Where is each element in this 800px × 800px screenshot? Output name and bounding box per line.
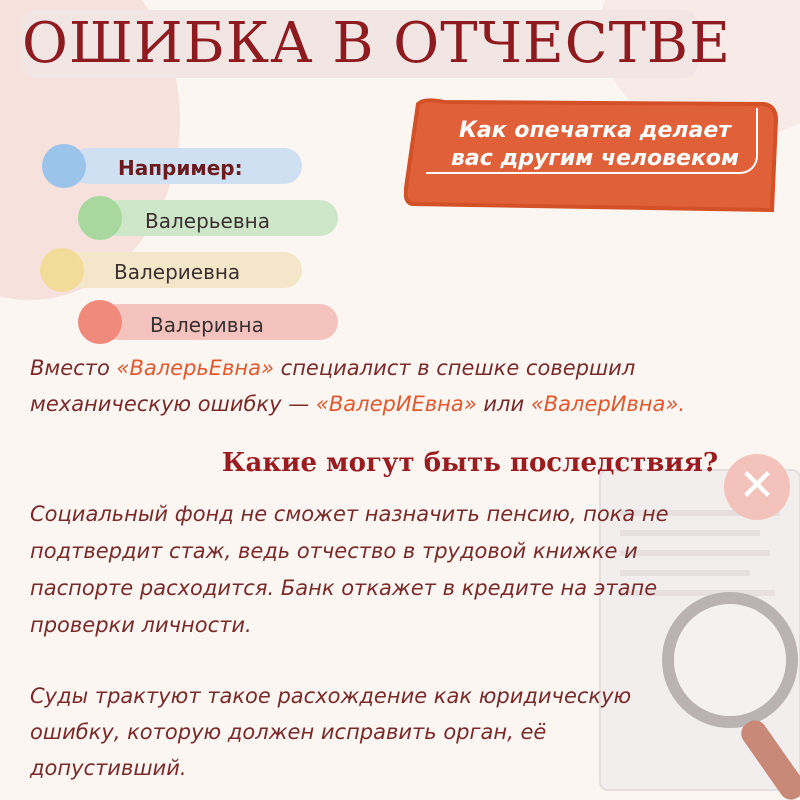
intro-line-1 — [30, 356, 635, 380]
consequence-p1-line: проверки личности. — [30, 613, 252, 637]
yellow-dot — [40, 248, 84, 292]
consequence-p1-line: паспорте расходится. Банк откажет в кредите на этапе — [30, 576, 658, 600]
intro-highlight: «ВалерИЕвна» — [315, 392, 477, 416]
title-box — [22, 10, 731, 78]
blue-dot — [42, 144, 86, 188]
example-label: Например: — [118, 156, 243, 180]
example-item-1: Валерьевна — [145, 209, 270, 233]
close-icon: ✕ — [724, 454, 790, 520]
intro-line-2 — [30, 392, 685, 416]
consequence-p1-line: Социальный фонд не сможет назначить пенсию, пока не — [30, 502, 669, 526]
page-title: ОШИБКА В ОТЧЕСТВЕ — [22, 11, 731, 76]
intro-text: механическую ошибку — — [30, 392, 316, 416]
green-dot — [78, 196, 122, 240]
example-item-2: Валериевна — [114, 260, 241, 284]
intro-text: или — [476, 392, 531, 416]
consequences-heading: Какие могут быть последствия? — [221, 448, 719, 478]
banner-line-2: вас другим человеком — [451, 146, 739, 171]
intro-text: Вместо — [30, 356, 117, 380]
red-dot — [78, 300, 122, 344]
consequence-p2-line: Суды трактуют такое расхождение как юридическую — [30, 684, 632, 708]
intro-text: специалист в спешке совершил — [273, 356, 636, 380]
consequence-p1-line: подтвердит стаж, ведь отчество в трудовой книжке и — [30, 539, 638, 563]
magnifier-icon — [640, 580, 800, 800]
consequence-p2-line: ошибку, которую должен исправить орган, её — [30, 720, 547, 744]
banner-line-1: Как опечатка делает — [458, 118, 732, 143]
consequence-p2-line: допустивший. — [30, 756, 187, 780]
example-item-3: Валеривна — [150, 313, 264, 337]
intro-highlight: «ВалерьЕвна» — [116, 356, 274, 380]
intro-highlight: «ВалерИвна». — [530, 392, 686, 416]
